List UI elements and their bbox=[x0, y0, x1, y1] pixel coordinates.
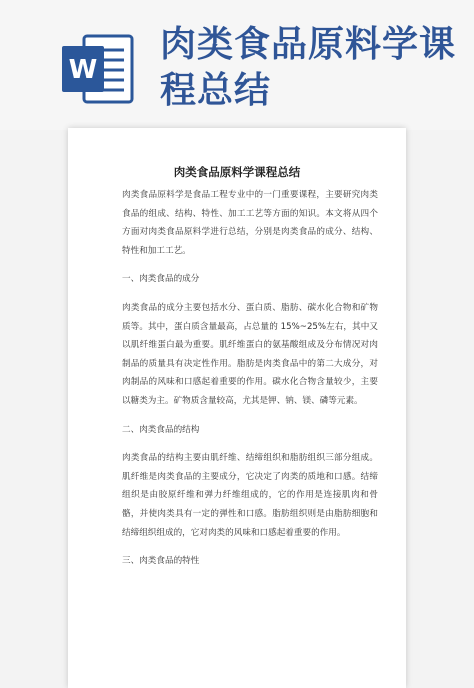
document-page bbox=[68, 128, 406, 688]
section-heading: 二、肉类食品的结构 bbox=[122, 424, 200, 435]
header-banner bbox=[0, 0, 474, 130]
word-document-icon bbox=[58, 30, 136, 108]
body-paragraph: 肉类食品原料学是食品工程专业中的一门重要课程，主要研究肉类食品的组成、结构、特性、加工工艺等方面的知识。本文将从四个方面对肉类食品原料学进行总结，分别是肉类食品的成分、结构、特性和加工工艺。 bbox=[122, 190, 378, 256]
banner-title: 肉类食品原料学课程总结 bbox=[160, 24, 457, 111]
svg-text:W: W bbox=[68, 55, 98, 85]
section-heading: 一、肉类食品的成分 bbox=[122, 274, 200, 285]
document-title: 肉类食品原料学课程总结 bbox=[173, 165, 301, 179]
section-heading: 三、肉类食品的特性 bbox=[122, 556, 200, 567]
body-paragraph: 肉类食品的结构主要由肌纤维、结缔组织和脂肪组织三部分组成。肌纤维是肉类食品的主要成分，它决定了肉类的质地和口感。结缔组织是由胶原纤维和弹力纤维组成的，它的作用是连接肌肉和骨骼，并使肉类具有一定的弹性和口感。脂肪组织则是由脂肪细胞和结缔组织组成的，它对肉类的风味和口感起着重要的作用。 bbox=[122, 453, 378, 538]
body-paragraph: 肉类食品的成分主要包括水分、蛋白质、脂肪、碳水化合物和矿物质等。其中，蛋白质含量最高，占总量的 15%~25%左右，其中又以肌纤维蛋白最为重要。肌纤维蛋白的氨基酸组成及分布情况对肉制品的质量具有决定性作用。脂肪是肉类食品中的第二大成分，对肉制品的风味和口感起着重要的作用。碳水化合物含量较少，主要以糖类为主。矿物质含量较高，尤其是钾、钠、镁、磷等元素。 bbox=[122, 302, 378, 406]
document-body bbox=[122, 186, 378, 581]
